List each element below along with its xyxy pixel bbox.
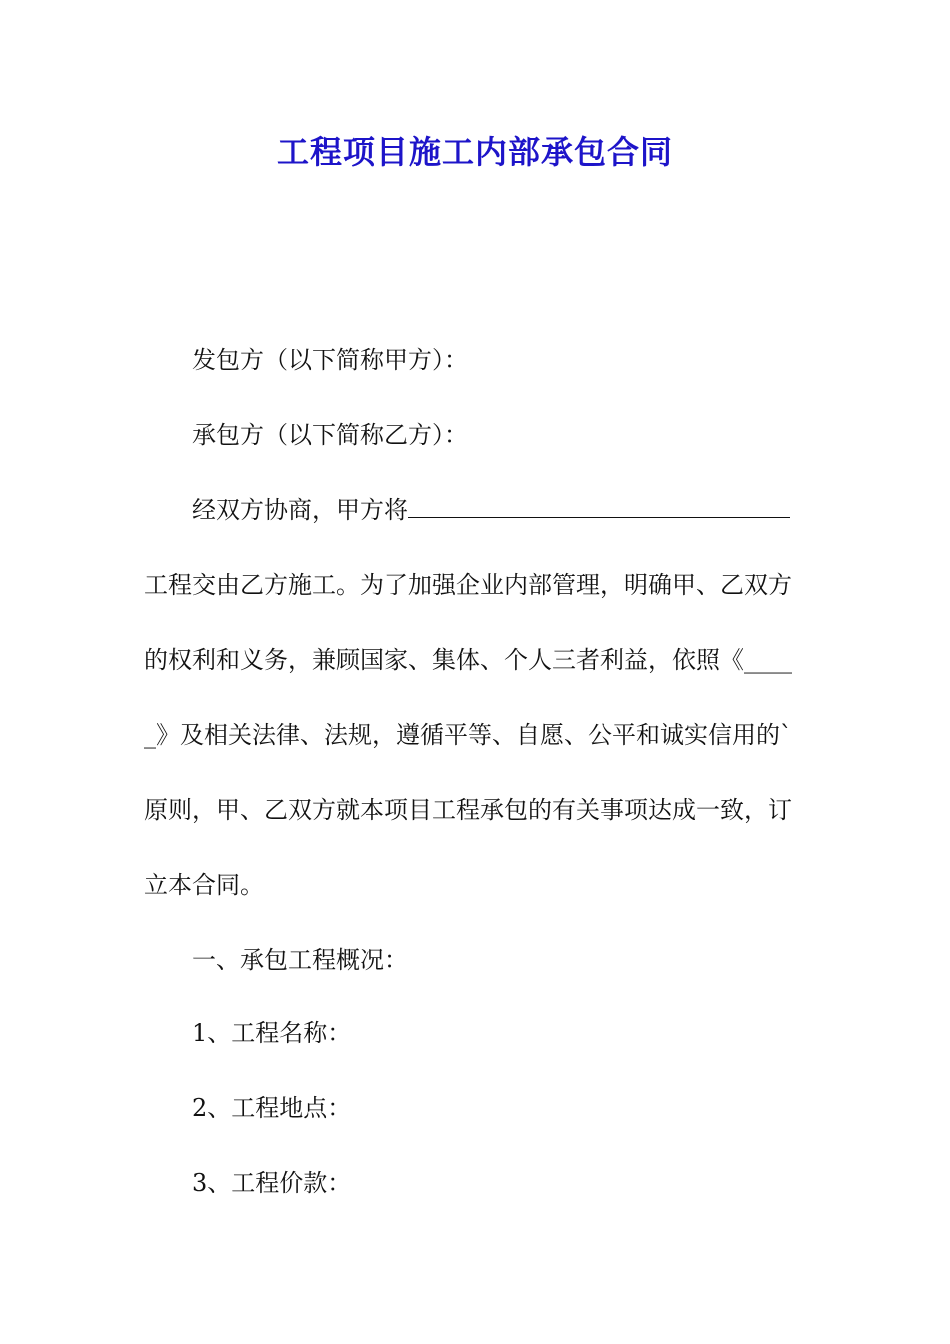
item-project-name: 1、工程名称： bbox=[192, 1019, 352, 1047]
intro-line-6: 立本合同。 bbox=[144, 871, 264, 899]
item-project-price: 3、工程价款： bbox=[192, 1169, 352, 1197]
intro-line-1-text: 经双方协商，甲方将 bbox=[192, 496, 408, 524]
document-title: 工程项目施工内部承包合同 bbox=[276, 133, 673, 171]
item-project-location: 2、工程地点： bbox=[192, 1094, 352, 1122]
intro-line-3: 的权利和义务，兼顾国家、集体、个人三者利益，依照《____ bbox=[144, 646, 792, 674]
intro-line-4: _》及相关法律、法规，遵循平等、自愿、公平和诚实信用的` bbox=[144, 721, 792, 749]
intro-line-5: 原则，甲、乙双方就本项目工程承包的有关事项达成一致，订 bbox=[144, 796, 792, 824]
party-b-line: 承包方（以下简称乙方）： bbox=[192, 421, 468, 449]
party-a-line: 发包方（以下简称甲方）： bbox=[192, 346, 468, 374]
intro-line-2: 工程交由乙方施工。为了加强企业内部管理，明确甲、乙双方 bbox=[144, 571, 792, 599]
intro-line-1 bbox=[192, 493, 790, 527]
section-1-heading: 一、承包工程概况： bbox=[192, 946, 408, 974]
project-name-blank bbox=[408, 493, 790, 518]
